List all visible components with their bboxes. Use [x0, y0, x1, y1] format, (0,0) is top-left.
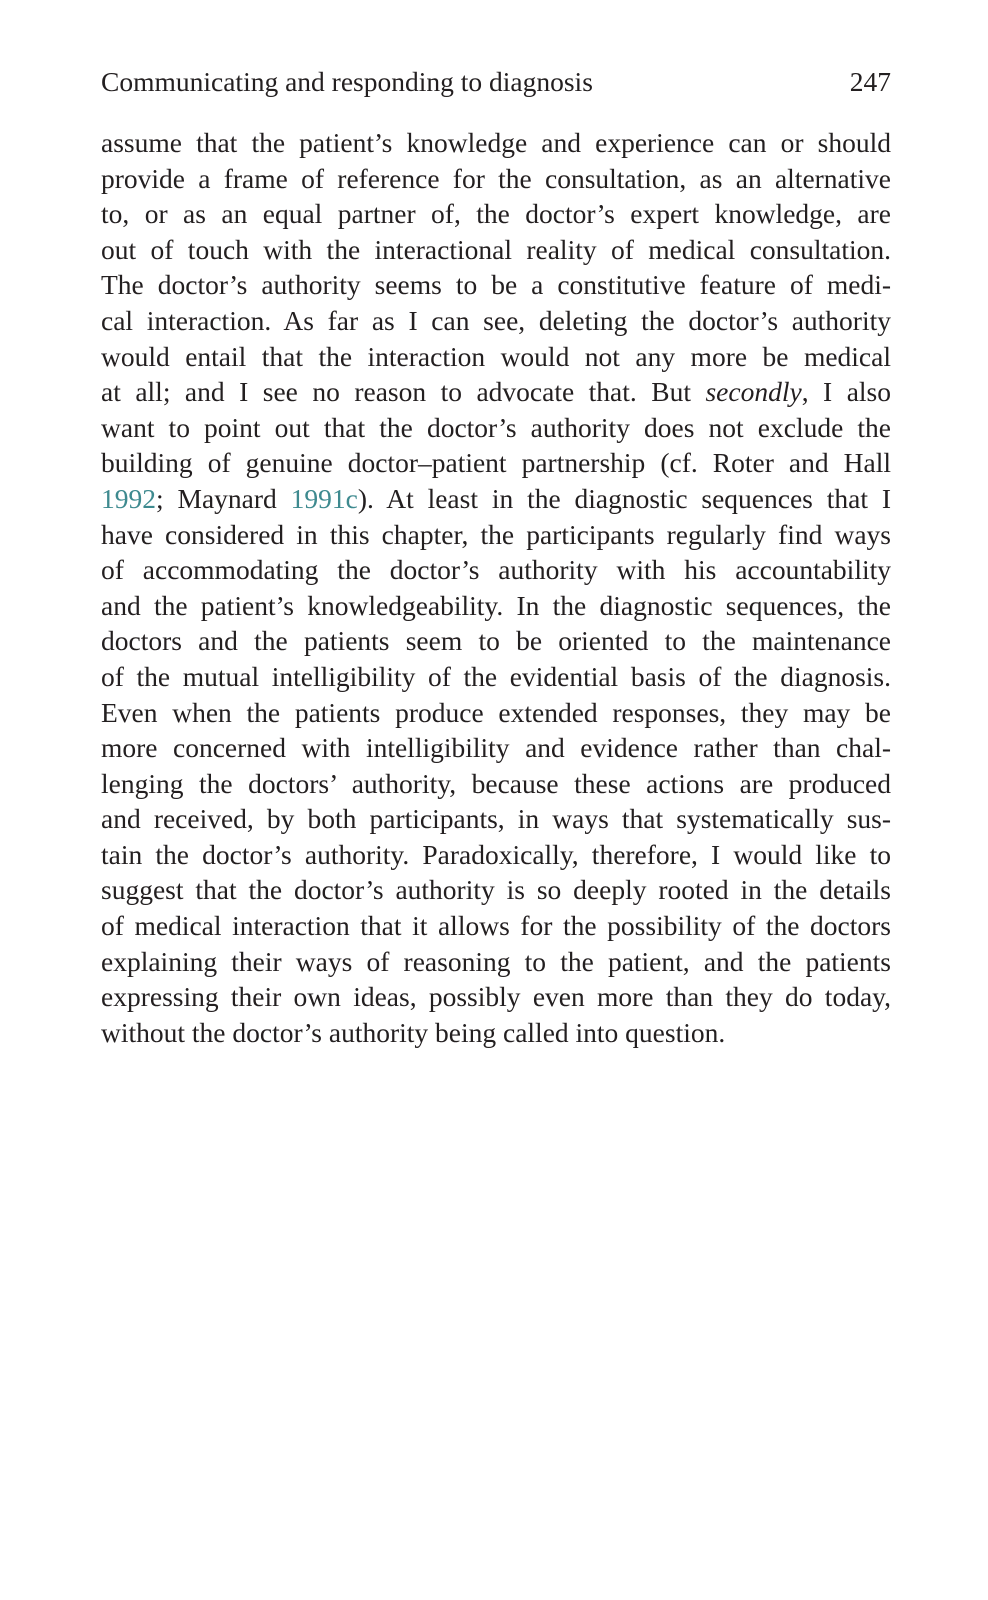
text-line: out of touch with the interactional reality of medical consultation.: [101, 233, 891, 265]
body-paragraph: [101, 125, 891, 1050]
text-line: of the mutual intelligibility of the evidential basis of the diagnosis.: [101, 660, 891, 692]
text-line: [101, 374, 891, 410]
text-line: Even when the patients produce extended responses, they may be: [101, 696, 891, 728]
emphasis-secondly: secondly: [705, 376, 802, 408]
text-line: and the patient’s knowledgeability. In the diagnostic sequences, the: [101, 589, 891, 621]
text-line: suggest that the doctor’s authority is so deeply rooted in the details: [101, 874, 891, 906]
running-header: [101, 64, 891, 100]
text-line: assume that the patient’s knowledge and experience can or should: [101, 127, 891, 158]
text-line: want to point out that the doctor’s authority does not exclude the: [101, 411, 891, 443]
text-line: provide a frame of reference for the consultation, as an alternative: [101, 162, 891, 194]
text-line: cal interaction. As far as I can see, deleting the doctor’s authority: [101, 304, 891, 336]
text-line: lenging the doctors’ authority, because these actions are produced: [101, 767, 891, 799]
text-line: would entail that the interaction would not any more be medical: [101, 340, 891, 372]
book-page: [101, 0, 891, 1600]
text-run: at all; and I see no reason to advocate that. But: [101, 376, 706, 408]
text-line: tain the doctor’s authority. Paradoxically, therefore, I would like to: [101, 838, 891, 870]
citation-link-roter-hall-1992[interactable]: 1992: [101, 482, 156, 514]
text-line: [101, 481, 891, 517]
text-line: doctors and the patients seem to be oriented to the maintenance: [101, 625, 891, 657]
text-line: have considered in this chapter, the participants regularly find ways: [101, 518, 891, 550]
text-line: more concerned with intelligibility and evidence rather than chal-: [101, 732, 891, 764]
text-run: ). At least in the diagnostic sequences that I: [357, 482, 891, 514]
text-line: expressing their own ideas, possibly even more than they do today,: [101, 981, 891, 1013]
citation-link-maynard-1991c[interactable]: 1991c: [290, 482, 358, 514]
text-line: The doctor’s authority seems to be a constitutive feature of medi-: [101, 269, 891, 301]
text-line-last: without the doctor’s authority being called into question.: [101, 1016, 726, 1048]
page-number: 247: [849, 66, 891, 97]
running-title: Communicating and responding to diagnosis: [101, 66, 593, 97]
text-run: , I also: [801, 376, 891, 408]
text-run: ; Maynard: [156, 482, 291, 514]
text-line: building of genuine doctor–patient partnership (cf. Roter and Hall: [101, 447, 891, 479]
text-line: and received, by both participants, in ways that systematically sus-: [101, 803, 891, 835]
text-line: of medical interaction that it allows for the possibility of the doctors: [101, 910, 891, 942]
text-line: explaining their ways of reasoning to the patient, and the patients: [101, 945, 891, 977]
text-line: to, or as an equal partner of, the doctor’s expert knowledge, are: [101, 198, 891, 230]
text-line: of accommodating the doctor’s authority with his accountability: [101, 554, 891, 586]
